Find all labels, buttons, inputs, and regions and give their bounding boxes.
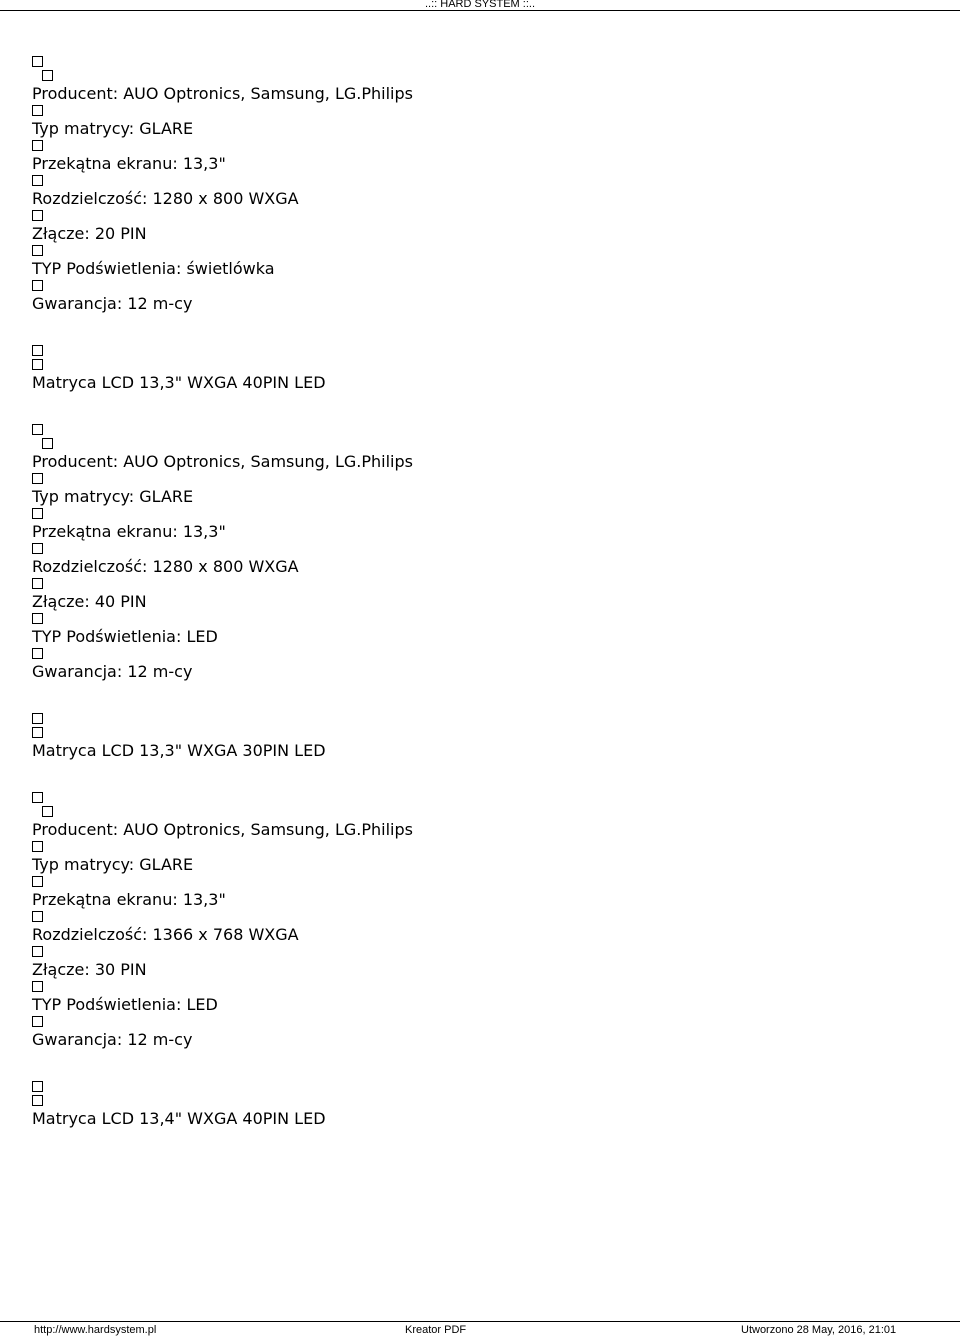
product-title: Matryca LCD 13,3" WXGA 40PIN LED xyxy=(32,373,326,392)
checkbox-icon xyxy=(32,876,43,887)
footer-divider xyxy=(0,1321,960,1322)
checkbox-icon xyxy=(42,70,53,81)
checkbox-icon xyxy=(32,473,43,484)
checkbox-icon xyxy=(32,911,43,922)
spec-diagonal: Przekątna ekranu: 13,3" xyxy=(32,522,226,541)
checkbox-icon xyxy=(32,508,43,519)
checkbox-icon xyxy=(32,946,43,957)
spec-connector: Złącze: 30 PIN xyxy=(32,960,147,979)
page-footer xyxy=(0,1323,960,1337)
spec-backlight: TYP Podświetlenia: świetlówka xyxy=(32,259,275,278)
spec-matrix-type: Typ matrycy: GLARE xyxy=(32,487,194,506)
product-title: Matryca LCD 13,4" WXGA 40PIN LED xyxy=(32,1109,326,1128)
page-content xyxy=(32,56,932,1160)
spec-resolution: Rozdzielczość: 1280 x 800 WXGA xyxy=(32,557,299,576)
spec-manufacturer: Producent: AUO Optronics, Samsung, LG.Philips xyxy=(32,452,413,471)
spec-manufacturer: Producent: AUO Optronics, Samsung, LG.Philips xyxy=(32,820,413,839)
checkbox-icon xyxy=(32,56,43,67)
product-block xyxy=(32,1081,932,1129)
checkbox-icon xyxy=(42,806,53,817)
product-spec-block xyxy=(32,424,932,682)
checkbox-icon xyxy=(32,981,43,992)
page-header xyxy=(0,0,960,10)
spec-backlight: TYP Podświetlenia: LED xyxy=(32,995,218,1014)
footer-created-date: Utworzono 28 May, 2016, 21:01 xyxy=(741,1324,897,1336)
checkbox-icon xyxy=(32,713,43,724)
site-title: ..:: HARD SYSTEM ::.. xyxy=(424,0,536,10)
header-divider xyxy=(0,10,960,11)
footer-url: http://www.hardsystem.pl xyxy=(34,1324,157,1336)
product-title: Matryca LCD 13,3" WXGA 30PIN LED xyxy=(32,741,326,760)
spec-manufacturer: Producent: AUO Optronics, Samsung, LG.Philips xyxy=(32,84,413,103)
spec-matrix-type: Typ matrycy: GLARE xyxy=(32,119,194,138)
checkbox-icon xyxy=(32,345,43,356)
spec-connector: Złącze: 40 PIN xyxy=(32,592,147,611)
product-block xyxy=(32,713,932,761)
spec-resolution: Rozdzielczość: 1366 x 768 WXGA xyxy=(32,925,299,944)
checkbox-icon xyxy=(32,613,43,624)
spec-diagonal: Przekątna ekranu: 13,3" xyxy=(32,890,226,909)
checkbox-icon xyxy=(32,424,43,435)
spec-resolution: Rozdzielczość: 1280 x 800 WXGA xyxy=(32,189,299,208)
checkbox-icon xyxy=(32,140,43,151)
checkbox-icon xyxy=(32,175,43,186)
spec-warranty: Gwarancja: 12 m-cy xyxy=(32,294,193,313)
spec-warranty: Gwarancja: 12 m-cy xyxy=(32,662,193,681)
spec-matrix-type: Typ matrycy: GLARE xyxy=(32,855,194,874)
product-spec-block xyxy=(32,56,932,314)
spec-diagonal: Przekątna ekranu: 13,3" xyxy=(32,154,226,173)
checkbox-icon xyxy=(32,1081,43,1092)
product-spec-block xyxy=(32,792,932,1050)
checkbox-icon xyxy=(32,543,43,554)
checkbox-icon xyxy=(32,648,43,659)
checkbox-icon xyxy=(32,210,43,221)
checkbox-icon xyxy=(32,1095,43,1106)
product-block xyxy=(32,345,932,393)
checkbox-icon xyxy=(32,359,43,370)
checkbox-icon xyxy=(42,438,53,449)
checkbox-icon xyxy=(32,1016,43,1027)
footer-creator: Kreator PDF xyxy=(405,1324,467,1336)
checkbox-icon xyxy=(32,792,43,803)
spec-backlight: TYP Podświetlenia: LED xyxy=(32,627,218,646)
checkbox-icon xyxy=(32,280,43,291)
checkbox-icon xyxy=(32,245,43,256)
checkbox-icon xyxy=(32,841,43,852)
spec-warranty: Gwarancja: 12 m-cy xyxy=(32,1030,193,1049)
checkbox-icon xyxy=(32,105,43,116)
spec-connector: Złącze: 20 PIN xyxy=(32,224,147,243)
checkbox-icon xyxy=(32,578,43,589)
checkbox-icon xyxy=(32,727,43,738)
